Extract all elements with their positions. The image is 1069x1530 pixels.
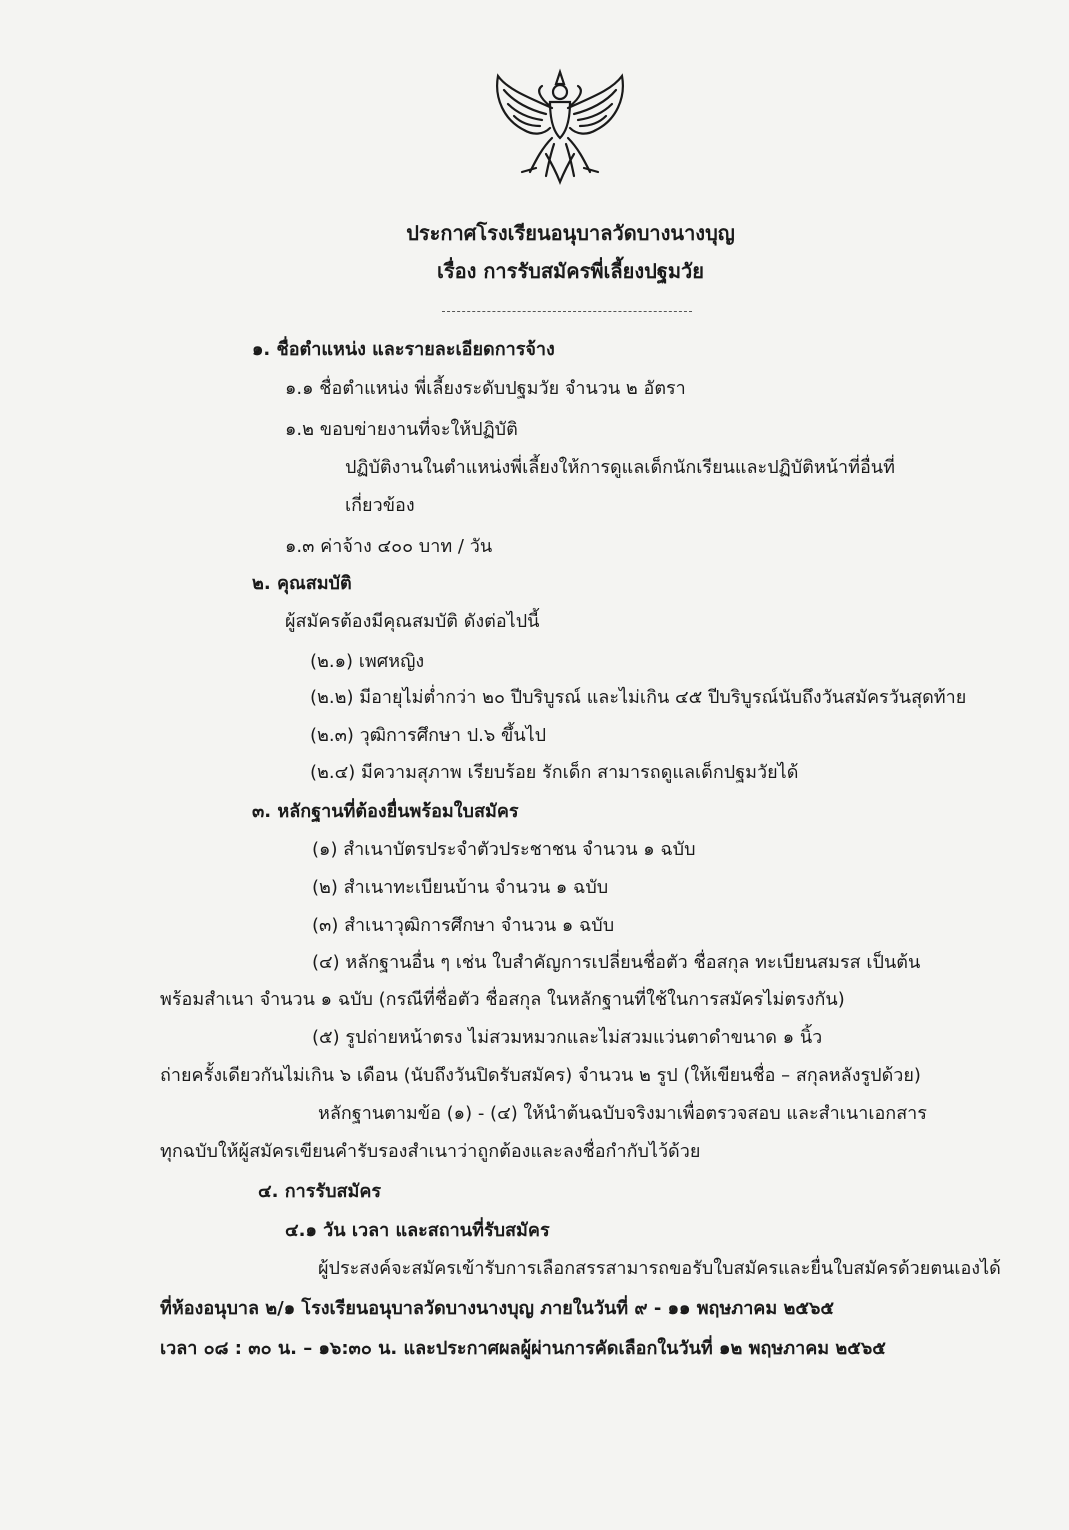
section-3-item-5-line-2: ถ่ายครั้งเดียวกันไม่เกิน ๖ เดือน (นับถึงวันปิดรับสมัคร) จำนวน ๒ รูป (ให้เขียนชื่อ – สกุลหลังรูปด้วย) (160, 1065, 921, 1086)
section-3-item-5-line-1: (๕) รูปถ่ายหน้าตรง ไม่สวมหมวกและไม่สวมแว่นตาดำขนาด ๑ นิ้ว (312, 1027, 823, 1048)
document-subject: เรื่อง การรับสมัครพี่เลี้ยงปฐมวัย (437, 259, 704, 283)
section-1-item-3: ๑.๓ ค่าจ้าง ๔๐๐ บาท / วัน (285, 536, 493, 557)
section-3-item-4-line-2: พร้อมสำเนา จำนวน ๑ ฉบับ (กรณีที่ชื่อตัว ชื่อสกุล ในหลักฐานที่ใช้ในการสมัครไม่ตรงกัน) (160, 989, 845, 1010)
section-4-para-line-3: เวลา ๐๘ : ๓๐ น. – ๑๖:๓๐ น. และประกาศผลผู้ผ่านการคัดเลือกในวันที่ ๑๒ พฤษภาคม ๒๕๖๕ (160, 1338, 886, 1359)
section-2-item: (๒.๔) มีความสุภาพ เรียบร้อย รักเด็ก สามารถดูแลเด็กปฐมวัยได้ (310, 762, 799, 783)
section-2-intro: ผู้สมัครต้องมีคุณสมบัติ ดังต่อไปนี้ (285, 611, 540, 632)
section-1-item-2: ๑.๒ ขอบข่ายงานที่จะให้ปฏิบัติ (285, 419, 518, 440)
section-4-para-line-1: ผู้ประสงค์จะสมัครเข้ารับการเลือกสรรสามารถขอรับใบสมัครและยื่นใบสมัครด้วยตนเองได้ (318, 1258, 1001, 1279)
section-2-heading: ๒. คุณสมบัติ (252, 573, 352, 594)
section-4-heading: ๔. การรับสมัคร (258, 1181, 382, 1202)
garuda-emblem-icon (490, 68, 630, 188)
section-1-item-2-desc-line-2: เกี่ยวข้อง (345, 495, 415, 516)
section-3-note-line-2: ทุกฉบับให้ผู้สมัครเขียนคำรับรองสำเนาว่าถูกต้องและลงชื่อกำกับไว้ด้วย (160, 1141, 701, 1162)
document-title: ประกาศโรงเรียนอนุบาลวัดบางนางบุญ (406, 221, 735, 245)
section-1-item-2-desc-line-1: ปฏิบัติงานในตำแหน่งพี่เลี้ยงให้การดูแลเด็กนักเรียนและปฏิบัติหน้าที่อื่นที่ (345, 457, 895, 478)
section-3-item-4-line-1: (๔) หลักฐานอื่น ๆ เช่น ใบสำคัญการเปลี่ยนชื่อตัว ชื่อสกุล ทะเบียนสมรส เป็นต้น (312, 952, 921, 973)
section-3-item: (๓) สำเนาวุฒิการศึกษา จำนวน ๑ ฉบับ (312, 915, 615, 936)
section-4-sub-1: ๔.๑ วัน เวลา และสถานที่รับสมัคร (285, 1220, 550, 1241)
section-3-item: (๑) สำเนาบัตรประจำตัวประชาชน จำนวน ๑ ฉบับ (312, 839, 696, 860)
section-3-note-line-1: หลักฐานตามข้อ (๑) - (๔) ให้นำต้นฉบับจริงมาเพื่อตรวจสอบ และสำเนาเอกสาร (318, 1103, 927, 1124)
section-4-para-line-2: ที่ห้องอนุบาล ๒/๑ โรงเรียนอนุบาลวัดบางนางบุญ ภายในวันที่ ๙ - ๑๑ พฤษภาคม ๒๕๖๕ (160, 1298, 835, 1319)
section-2-item: (๒.๑) เพศหญิง (310, 651, 425, 672)
section-3-heading: ๓. หลักฐานที่ต้องยื่นพร้อมใบสมัคร (252, 801, 519, 822)
section-1-item-1: ๑.๑ ชื่อตำแหน่ง พี่เลี้ยงระดับปฐมวัย จำนวน ๒ อัตรา (285, 378, 686, 399)
section-1-heading: ๑. ชื่อตำแหน่ง และรายละเอียดการจ้าง (252, 339, 555, 360)
section-3-item: (๒) สำเนาทะเบียนบ้าน จำนวน ๑ ฉบับ (312, 877, 609, 898)
title-divider (442, 311, 692, 312)
section-2-item: (๒.๓) วุฒิการศึกษา ป.๖ ขึ้นไป (310, 725, 547, 746)
section-2-item: (๒.๒) มีอายุไม่ต่ำกว่า ๒๐ ปีบริบูรณ์ และไม่เกิน ๔๕ ปีบริบูรณ์นับถึงวันสมัครวันสุดท้าย (310, 687, 967, 708)
document-header (0, 214, 1069, 290)
